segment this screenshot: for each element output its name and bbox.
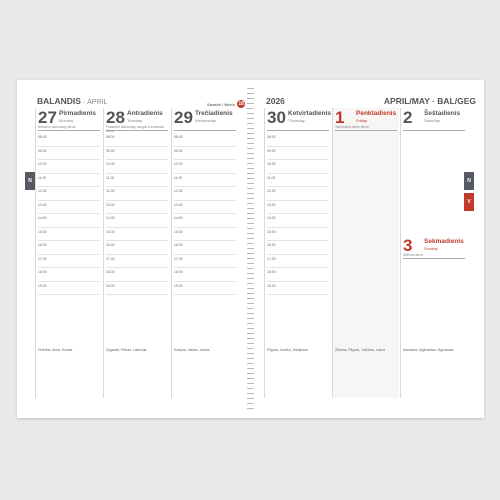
tab-right-red[interactable]: V xyxy=(464,193,474,211)
hour-row[interactable]: 16.00 xyxy=(106,241,168,255)
hour-row[interactable]: 12.00 xyxy=(38,187,100,201)
day-number: 27 xyxy=(38,108,57,127)
hour-row[interactable]: 16.00 xyxy=(174,241,236,255)
hour-row[interactable]: 12.00 xyxy=(106,187,168,201)
hour-row[interactable]: 16.00 xyxy=(38,241,100,255)
day-column xyxy=(264,108,331,398)
hour-row[interactable]: 13.00 xyxy=(38,201,100,215)
hour-row[interactable]: 10.00 xyxy=(106,160,168,174)
day-name: Antradienis xyxy=(127,110,163,117)
hour-row[interactable]: 19.00 xyxy=(106,282,168,296)
day-column xyxy=(35,108,102,398)
tab-right-top[interactable]: N xyxy=(464,172,474,190)
day-name-en: Sunday xyxy=(424,246,438,251)
hours-list xyxy=(106,133,168,295)
day-name: Ketvirtadienis xyxy=(288,110,331,117)
sunday-header xyxy=(403,236,465,259)
hour-row[interactable]: 19.00 xyxy=(174,282,236,296)
hour-row[interactable]: 11.00 xyxy=(38,174,100,188)
hour-row[interactable]: 09.00 xyxy=(106,147,168,161)
year-title: 2026 xyxy=(266,96,285,106)
left-page xyxy=(17,80,247,418)
hour-row[interactable]: 18.00 xyxy=(174,268,236,282)
day-number: 1 xyxy=(335,108,345,127)
hour-row[interactable]: 08.00 xyxy=(38,133,100,147)
month-title: BALANDIS · APRIL xyxy=(37,96,108,106)
week-badge: Savaitė / Week 18 xyxy=(207,100,244,107)
day-name: Penktadienis xyxy=(356,110,397,117)
hours-list xyxy=(267,133,329,295)
hour-row[interactable]: 11.00 xyxy=(106,174,168,188)
day-note: Tarptautinė darbo diena xyxy=(335,125,369,129)
hour-row[interactable]: 17.00 xyxy=(174,255,236,269)
day-column xyxy=(103,108,170,398)
day-name-en: Saturday xyxy=(424,118,441,123)
spiral-binding xyxy=(247,88,254,410)
hour-row[interactable]: 17.00 xyxy=(106,255,168,269)
planner-spread xyxy=(17,80,484,418)
day-number: 30 xyxy=(267,108,286,127)
hour-row[interactable]: 10.00 xyxy=(174,160,236,174)
day-number: 28 xyxy=(106,108,125,127)
hour-row[interactable]: 18.00 xyxy=(106,268,168,282)
name-days: Kotryna, Vaidas, Ivanas xyxy=(174,348,210,352)
hour-row[interactable]: 16.00 xyxy=(267,241,329,255)
name-days: Zeferina, Anna, Kostas xyxy=(38,348,73,352)
hour-row[interactable]: 08.00 xyxy=(174,133,236,147)
day-name: Trečiadienis xyxy=(195,110,233,117)
hour-row[interactable]: 11.00 xyxy=(267,174,329,188)
hour-row[interactable]: 10.00 xyxy=(38,160,100,174)
hour-row[interactable]: 18.00 xyxy=(38,268,100,282)
day-name: Šeštadienis xyxy=(424,110,461,117)
name-days: Vygaudė, Petras, Lukrecija xyxy=(106,348,147,352)
hour-row[interactable]: 08.00 xyxy=(267,133,329,147)
name-days: Žilvinas, Pilypas, Jokūbas, Laima xyxy=(335,348,385,352)
hour-row[interactable]: 19.00 xyxy=(38,282,100,296)
hour-row[interactable]: 09.00 xyxy=(38,147,100,161)
day-number: 2 xyxy=(403,108,413,127)
hour-row[interactable]: 10.00 xyxy=(267,160,329,174)
day-number: 3 xyxy=(403,236,413,255)
day-number: 29 xyxy=(174,108,193,127)
hour-row[interactable]: 17.00 xyxy=(267,255,329,269)
day-name: Pirmadienis xyxy=(59,110,96,117)
hour-row[interactable]: 12.00 xyxy=(267,187,329,201)
day-column xyxy=(171,108,238,398)
day-name-en: Monday xyxy=(59,118,74,123)
hour-row[interactable]: 12.00 xyxy=(174,187,236,201)
right-page xyxy=(254,80,484,418)
day-name-en: Wednesday xyxy=(195,118,217,123)
hour-row[interactable]: 14.00 xyxy=(38,214,100,228)
hour-row[interactable]: 13.00 xyxy=(174,201,236,215)
day-note: Motinos diena xyxy=(403,253,423,257)
hour-row[interactable]: 18.00 xyxy=(267,268,329,282)
hour-row[interactable]: 14.00 xyxy=(267,214,329,228)
name-days: Atanazas, Algimantas, Zigmantas xyxy=(403,348,454,352)
hour-row[interactable]: 09.00 xyxy=(174,147,236,161)
hour-row[interactable]: 15.00 xyxy=(174,228,236,242)
hours-list xyxy=(174,133,236,295)
hour-row[interactable]: 19.00 xyxy=(267,282,329,296)
hour-row[interactable]: 14.00 xyxy=(174,214,236,228)
day-column xyxy=(332,108,399,398)
hour-row[interactable]: 14.00 xyxy=(106,214,168,228)
month-title-right: APRIL/MAY · BAL/GEG xyxy=(383,96,476,106)
day-name-en: Tuesday xyxy=(127,118,143,123)
day-note: Notarinių darbuotojų diena xyxy=(38,125,76,129)
day-name-en: Thursday xyxy=(288,118,305,123)
hour-row[interactable]: 09.00 xyxy=(267,147,329,161)
hour-row[interactable]: 13.00 xyxy=(267,201,329,215)
day-name-en: Friday xyxy=(356,118,368,123)
name-days: Pilypas, Audrius, Marijonas xyxy=(267,348,308,352)
hour-row[interactable]: 15.00 xyxy=(38,228,100,242)
hour-row[interactable]: 17.00 xyxy=(38,255,100,269)
day-column xyxy=(400,108,467,398)
day-name: Sekmadienis xyxy=(424,238,464,245)
tab-left[interactable]: N xyxy=(25,172,35,190)
hours-list xyxy=(38,133,100,295)
day-note: Pasaulinė darbuotojų saugos ir sveikatos diena xyxy=(106,125,164,133)
hour-row[interactable]: 11.00 xyxy=(174,174,236,188)
hour-row[interactable]: 15.00 xyxy=(106,228,168,242)
hour-row[interactable]: 08.00 xyxy=(106,133,168,147)
hour-row[interactable]: 13.00 xyxy=(106,201,168,215)
hour-row[interactable]: 15.00 xyxy=(267,228,329,242)
